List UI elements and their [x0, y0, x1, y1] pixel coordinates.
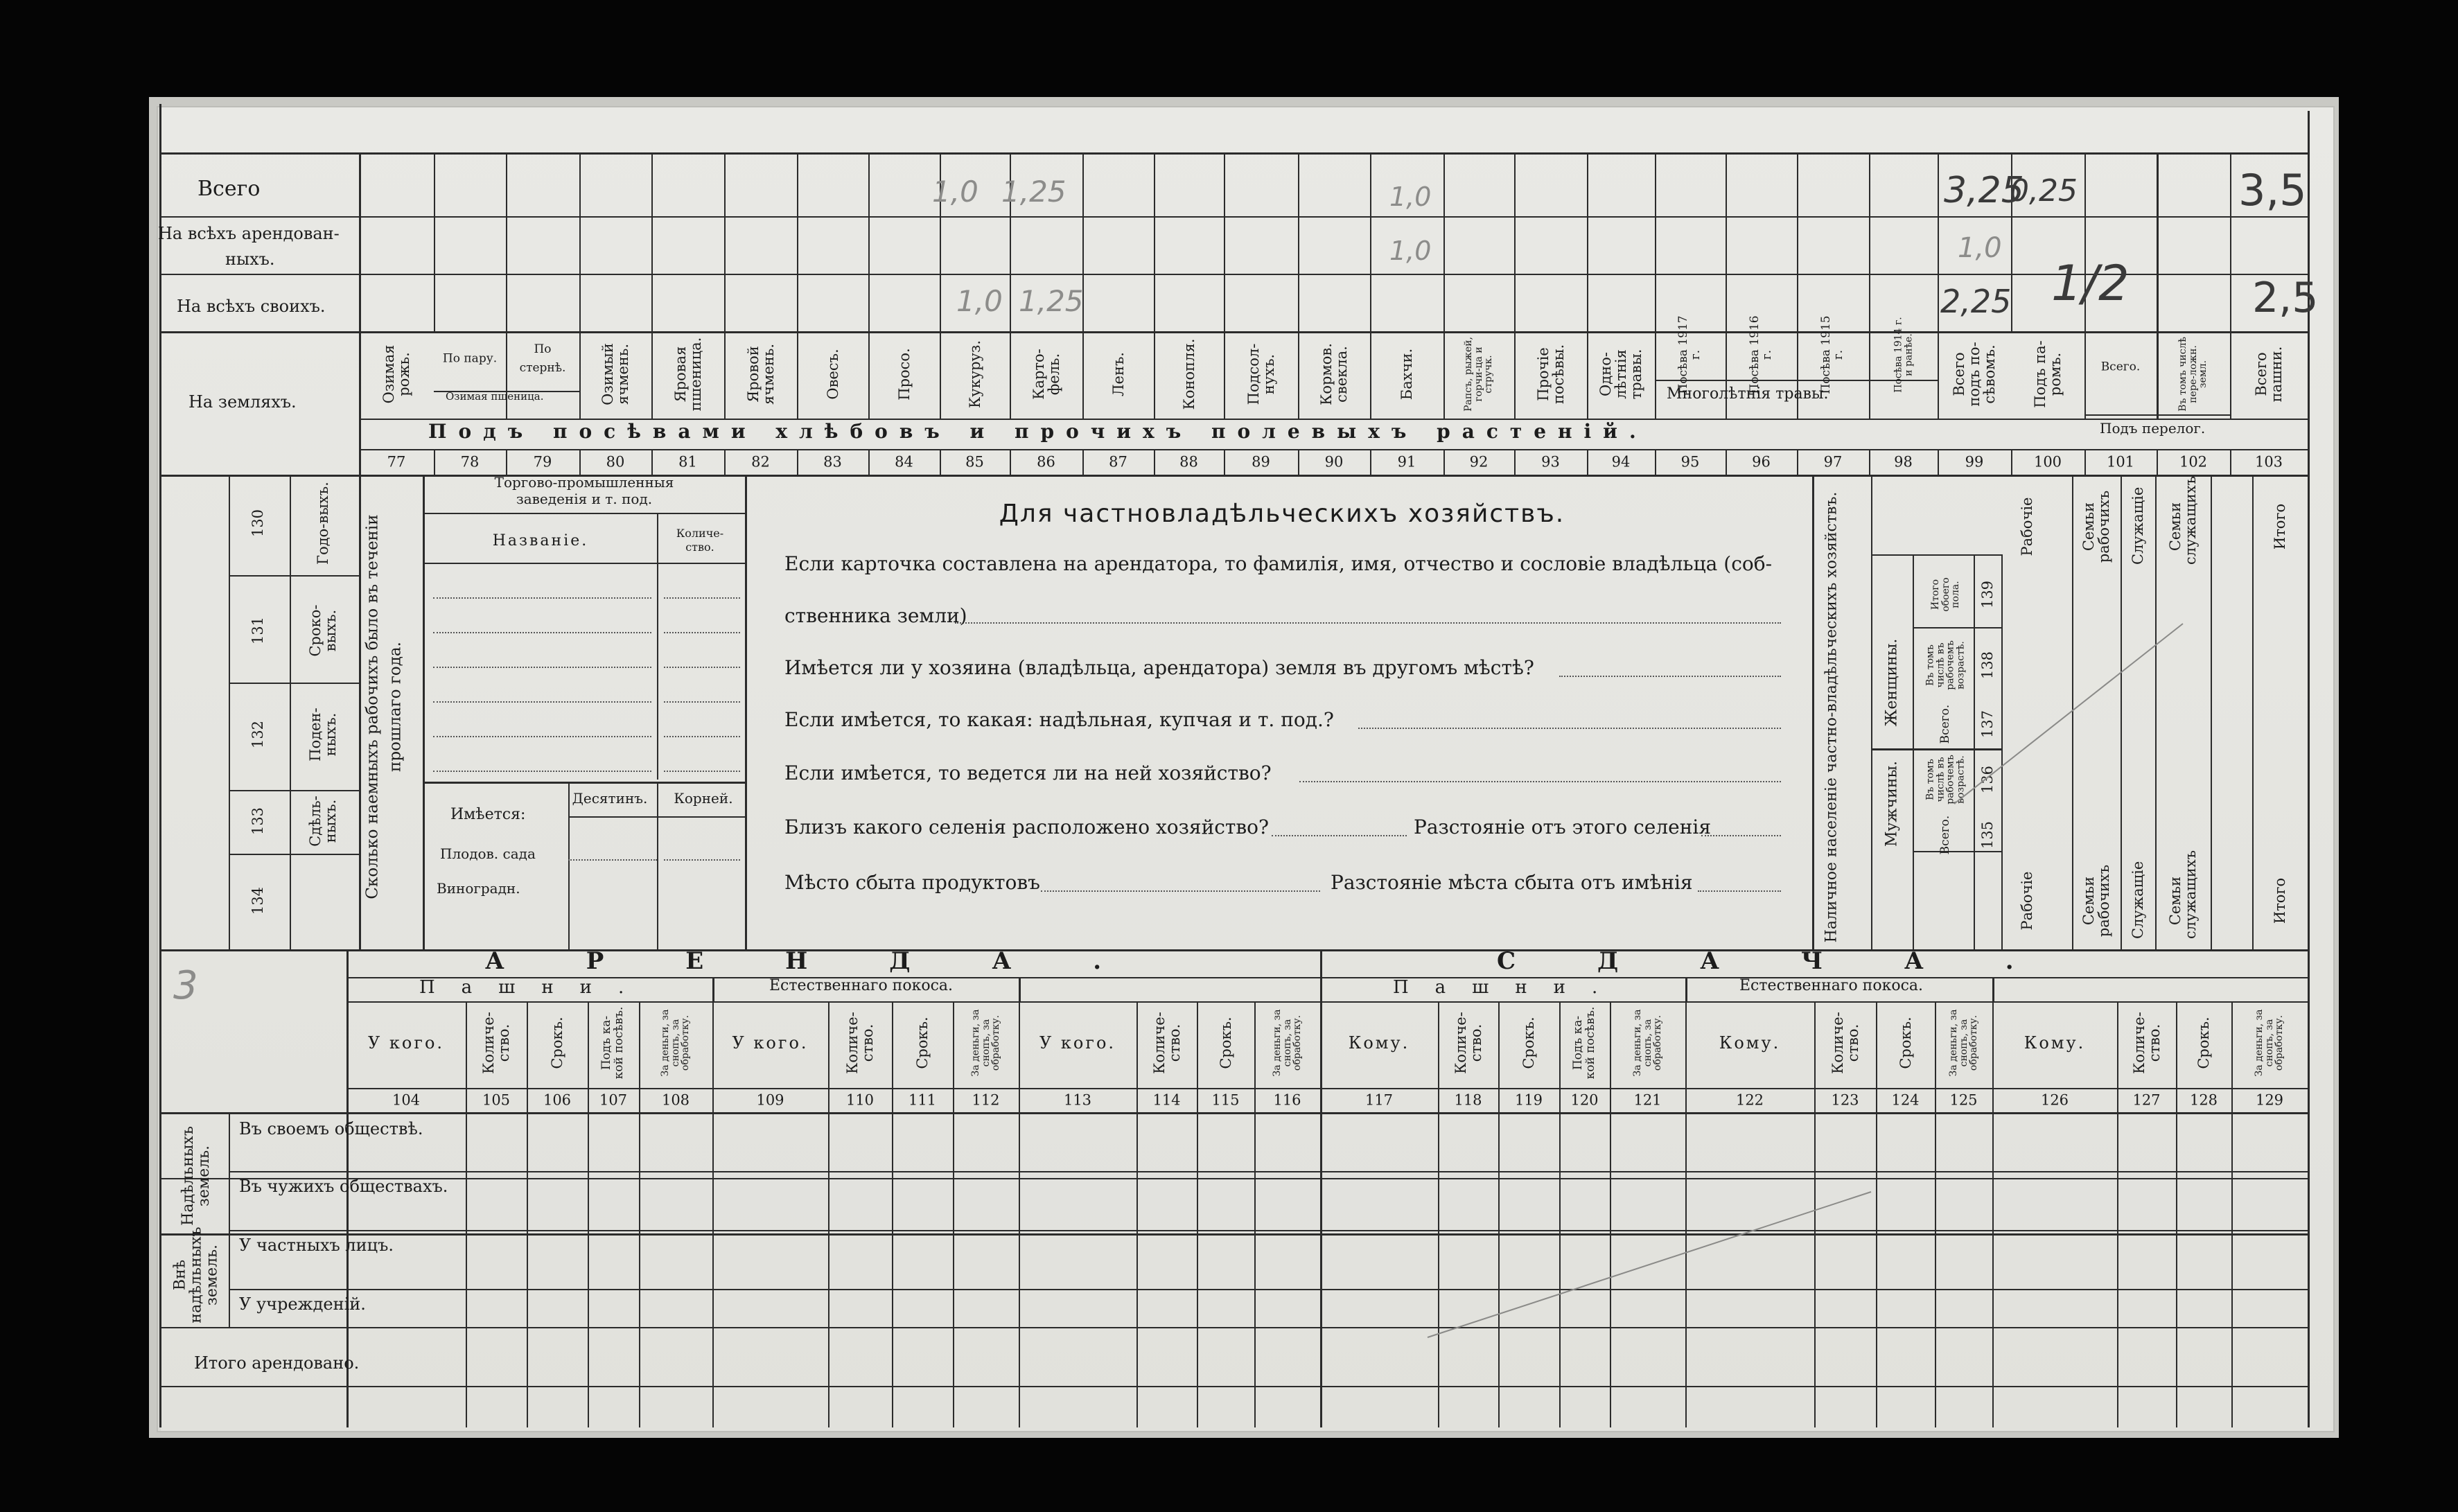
lease-num-119: 119	[1514, 1091, 1543, 1109]
lease-num-126: 126	[2040, 1091, 2069, 1109]
row-label-total: Всего	[197, 177, 261, 201]
population-women: Женщины.	[1883, 638, 1901, 727]
workers-label-132: Поден-ныхъ.	[306, 707, 339, 762]
lease-pay-125: За деньги, за снопъ, за обработку.	[1947, 1009, 1979, 1077]
population-men: Мужчины.	[1883, 760, 1901, 847]
col-label-81: Яровая пшеница.	[671, 337, 704, 412]
lease-num-129: 129	[2255, 1091, 2284, 1109]
pop-bottom-4: Итого	[2271, 877, 2288, 924]
lease-num-115: 115	[1211, 1091, 1240, 1109]
pop-bottom-2: Служащiе	[2129, 861, 2146, 939]
col-num-90: 90	[1324, 453, 1344, 471]
col-num-93: 93	[1541, 453, 1560, 471]
col-num-83: 83	[823, 453, 842, 471]
col-num-81: 81	[678, 453, 697, 471]
pop-top-4: Итого	[2271, 503, 2288, 550]
lease-who-113: У кого.	[1039, 1033, 1116, 1053]
col-label-99: Всего подъ по-сѣвомъ.	[1950, 342, 1999, 407]
private-title: Для частновладѣльческихъ хозяйствъ.	[999, 500, 1565, 528]
col-num-99: 99	[1965, 453, 1984, 471]
pop-num-135: 135	[1978, 820, 1996, 850]
hw-own-fallow: 1/2	[2051, 255, 2130, 312]
lease-qty-114: Количе-ство.	[1150, 1012, 1183, 1074]
pop-bottom-1: Семьи рабочихъ	[2080, 864, 2112, 938]
pop-top-0: Рабочiе	[2018, 497, 2035, 556]
pop-num-138: 138	[1978, 651, 1996, 680]
lease-term-128: Срокъ.	[2195, 1017, 2212, 1069]
col-num-87: 87	[1109, 453, 1127, 471]
pop-top-1: Семьи рабочихъ	[2080, 490, 2112, 563]
hw-own-sown: 2,25	[1940, 283, 2012, 320]
col-label-78: По пару.	[442, 351, 498, 366]
trade-title: Торгово-промышленныя заведенiя и т. под.	[494, 474, 674, 507]
lease-pokos-2: Естественнаго покоса.	[1739, 977, 1924, 994]
col-label-79: По стернѣ.	[519, 342, 566, 375]
col-num-100: 100	[2033, 453, 2062, 471]
col-num-85: 85	[965, 453, 984, 471]
lease-qty-123: Количе-ство.	[1829, 1012, 1861, 1074]
lease-qty-105: Количе-ство.	[480, 1012, 512, 1074]
group-ozimaya: Озимая пшеница.	[446, 390, 544, 403]
col-label-91: Бахчи.	[1398, 348, 1415, 401]
lease-num-123: 123	[1831, 1091, 1859, 1109]
col-num-94: 94	[1611, 453, 1631, 471]
pop-bottom-3: Семьи служащихъ	[2166, 850, 2199, 939]
col-num-77: 77	[387, 453, 406, 471]
lease-num-108: 108	[661, 1091, 690, 1109]
trade-korney: Корней.	[674, 790, 733, 807]
private-q6b: Разстоянiе мѣста сбыта отъ имѣнiя	[1331, 871, 1693, 894]
col-label-84: Просо.	[895, 348, 913, 401]
private-q5a: Близъ какого селенiя расположено хозяйство?	[784, 816, 1270, 838]
private-q1a: Если карточка составлена на арендатора, то фамилiя, имя, отчество и сословiе владѣльца (соб-	[784, 552, 1773, 575]
trade-name-col: Названiе.	[492, 532, 589, 550]
trade-vineyard: Виноградн.	[437, 880, 520, 897]
lease-term-106: Срокъ.	[548, 1017, 565, 1069]
group-mnogoletnie: Многолѣтнiя травы.	[1667, 385, 1829, 403]
pop-num-137: 137	[1978, 710, 1996, 739]
hw-rented-melons: 1,0	[1389, 236, 1432, 266]
pencil-diagonal-upper	[1954, 624, 2183, 804]
workers-num-133: 133	[249, 807, 266, 836]
lease-row-total: Итого арендовано.	[194, 1353, 360, 1373]
lease-num-114: 114	[1152, 1091, 1181, 1109]
row-label-own: На всѣхъ своихъ.	[177, 297, 326, 316]
hw-total-melons: 1,0	[1389, 182, 1432, 212]
lease-sdacha: СДАЧА.	[1497, 947, 2096, 975]
hw-total-millet: 1,0	[932, 175, 978, 209]
pop-men-total: Всего.	[1938, 815, 1953, 855]
lease-who-109: У кого.	[732, 1033, 809, 1053]
col-label-92: Рапсъ, рыжей, горчи-ца и стручк.	[1462, 337, 1495, 412]
private-q5b: Разстоянiе отъ этого селенiя	[1414, 816, 1711, 838]
hw-total-sown: 3,25	[1944, 170, 2024, 211]
col-num-103: 103	[2254, 453, 2283, 471]
col-num-102: 102	[2179, 453, 2208, 471]
col-num-80: 80	[606, 453, 625, 471]
col-num-86: 86	[1037, 453, 1055, 471]
lease-crop-120: Подъ ка-кой посѣвъ.	[1570, 1006, 1597, 1080]
pencil-diagonal-lower	[1428, 1192, 1871, 1337]
lease-num-113: 113	[1063, 1091, 1092, 1109]
workers-label-130: Годо-выхъ.	[314, 482, 331, 565]
lease-who-126: Кому.	[2024, 1033, 2086, 1053]
lease-row-nadel: Надѣльныхъ земель.	[179, 1126, 213, 1226]
lease-num-124: 124	[1891, 1091, 1920, 1109]
hw-total-corn: 1,25	[1001, 175, 1066, 209]
col-label-97: Посѣва 1915 г.	[1819, 315, 1845, 394]
col-label-95: Посѣва 1917 г.	[1676, 315, 1703, 394]
group-perelog: Подъ перелог.	[2100, 420, 2206, 437]
col-label-89: Подсол-нухъ.	[1245, 343, 1277, 405]
lease-pay-108: За деньги, за снопъ, за обработку.	[659, 1009, 692, 1077]
hw-own-corn: 1,25	[1019, 284, 1084, 318]
lease-term-111: Срокъ.	[913, 1017, 931, 1069]
lease-pay-112: За деньги, за снопъ, за обработку.	[969, 1009, 1001, 1077]
pop-num-139: 139	[1978, 580, 1996, 609]
lease-qty-110: Количе-ство.	[843, 1012, 876, 1074]
trade-has: Имѣется:	[450, 806, 526, 823]
lease-pashni-2: Пашни.	[1393, 977, 1624, 998]
col-label-100: Подъ па-ромъ.	[2031, 340, 2064, 408]
lease-num-125: 125	[1949, 1091, 1978, 1109]
pop-top-3: Семьи служащихъ	[2166, 475, 2199, 565]
trade-qty-col: Количе-ство.	[676, 527, 724, 554]
pop-bottom-0: Рабочiе	[2018, 871, 2035, 931]
private-q1b: ственника земли)	[784, 604, 967, 627]
lease-term-115: Срокъ.	[1217, 1017, 1234, 1069]
col-num-84: 84	[895, 453, 913, 471]
lease-qty-127: Количе-ство.	[2130, 1012, 2163, 1074]
col-label-85: Кукуруз.	[966, 340, 983, 409]
lease-row-inst: У учрежденiй.	[239, 1294, 366, 1314]
col-label-101: Всего.	[2100, 360, 2141, 374]
banner-sown: Подъ посѣвами хлѣбовъ и прочихъ полевыхъ растенiй.	[428, 420, 1648, 443]
lease-term-124: Срокъ.	[1897, 1017, 1914, 1069]
pop-women-working: Въ томъ числѣ въ рабочемъ возрастѣ.	[1924, 640, 1967, 690]
col-num-91: 91	[1397, 453, 1416, 471]
lease-num-122: 122	[1735, 1091, 1764, 1109]
lease-row-own-comm: Въ своемъ обществѣ.	[239, 1119, 423, 1139]
row-label-rented-2: ныхъ.	[225, 249, 275, 269]
workers-label-133: Сдѣль-ныхъ.	[306, 795, 339, 847]
lease-row-private: У частныхъ лицъ.	[239, 1236, 394, 1255]
lease-num-120: 120	[1570, 1091, 1599, 1109]
workers-num-130: 130	[249, 509, 266, 538]
trade-desyatin: Десятинъ.	[572, 790, 648, 807]
lease-pay-116: За деньги, за снопъ, за обработку.	[1271, 1009, 1303, 1077]
hw-rented-sown: 1,0	[1958, 232, 2002, 264]
col-num-88: 88	[1179, 453, 1198, 471]
col-label-93: Прочiе посѣвы.	[1534, 344, 1567, 405]
col-label-83: Овесъ.	[824, 349, 841, 400]
col-label-87: Ленъ.	[1109, 352, 1127, 396]
hw-total-arable: 3,5	[2238, 165, 2307, 216]
workers-num-131: 131	[249, 616, 266, 645]
lease-pay-121: За деньги, за снопъ, за обработку.	[1631, 1009, 1663, 1077]
private-q2: Имѣется ли у хозяина (владѣльца, арендатора) земля въ другомъ мѣстѣ?	[784, 656, 1534, 679]
hw-total-sown-frac: 0,25	[2010, 173, 2078, 209]
workers-question: Сколько наемныхъ рабочихъ было въ теченiи прошлаго года.	[363, 514, 405, 899]
lease-num-116: 116	[1273, 1091, 1301, 1109]
col-label-98: Посѣва 1914 г. и ранѣе.	[1892, 317, 1914, 393]
lease-who-104: У кого.	[367, 1033, 445, 1053]
pop-total-both: Итого обоего пола.	[1929, 577, 1962, 612]
hw-own-millet: 1,0	[956, 284, 1003, 318]
lease-pashni-1: Пашни.	[419, 977, 651, 998]
lease-num-109: 109	[756, 1091, 784, 1109]
pop-num-136: 136	[1978, 765, 1996, 794]
row-label-lands: На земляхъ.	[188, 392, 297, 412]
col-label-80: Озимый ячмень.	[599, 343, 631, 405]
lease-num-121: 121	[1633, 1091, 1662, 1109]
col-label-90: Кормов. свекла.	[1317, 343, 1350, 405]
col-num-97: 97	[1823, 453, 1843, 471]
private-q3: Если имѣется, то какая: надѣльная, купчая и т. под.?	[784, 708, 1334, 731]
population-title: Наличное населенiе частно-владѣльческихъ хозяйствъ.	[1823, 491, 1841, 943]
lease-pokos-1: Естественнаго покоса.	[769, 977, 954, 994]
hw-own-arable: 2,5	[2252, 274, 2319, 322]
workers-num-132: 132	[249, 720, 266, 749]
pop-men-working: Въ томъ числѣ въ рабочемъ возрастѣ.	[1924, 755, 1967, 805]
lease-pay-129: За деньги, за снопъ, за обработку.	[2253, 1009, 2285, 1077]
private-q6a: Мѣсто сбыта продуктовъ	[784, 871, 1040, 894]
col-label-88: Конопля.	[1180, 338, 1197, 410]
pop-top-2: Служащiе	[2129, 486, 2146, 565]
row-label-rented-1: На всѣхъ арендован-	[158, 224, 340, 243]
lease-row-non-nadel: Внѣ надѣльныхъ земель.	[171, 1227, 221, 1324]
col-label-102: Въ томъ числѣ пере-ложн. земл.	[2177, 337, 2209, 412]
col-num-82: 82	[751, 453, 770, 471]
lease-crop-107: Подъ ка-кой посѣвъ.	[599, 1006, 626, 1080]
col-label-96: Посѣва 1916 г.	[1747, 315, 1774, 394]
lease-num-111: 111	[908, 1091, 937, 1109]
col-num-95: 95	[1680, 453, 1700, 471]
col-num-96: 96	[1752, 453, 1771, 471]
lease-num-107: 107	[599, 1091, 628, 1109]
col-num-98: 98	[1894, 453, 1913, 471]
lease-num-117: 117	[1364, 1091, 1394, 1109]
lease-num-105: 105	[482, 1091, 511, 1109]
lease-term-119: Срокъ.	[1520, 1017, 1537, 1069]
lease-who-122: Кому.	[1719, 1033, 1781, 1053]
lease-num-112: 112	[972, 1091, 1000, 1109]
lease-row-other-comm: Въ чужихъ обществахъ.	[239, 1177, 448, 1196]
pop-women-total: Всего.	[1938, 704, 1953, 744]
lease-num-106: 106	[543, 1091, 572, 1109]
lease-num-118: 118	[1454, 1091, 1482, 1109]
col-label-77: Озимая рожь.	[380, 344, 412, 404]
col-label-86: Карто-фель.	[1030, 349, 1062, 400]
workers-label-131: Сроко-выхъ.	[306, 604, 339, 657]
lease-num-127: 127	[2132, 1091, 2161, 1109]
trade-orchard: Плодов. сада	[440, 845, 536, 862]
lease-num-104: 104	[392, 1091, 421, 1109]
lease-num-110: 110	[845, 1091, 875, 1109]
col-num-89: 89	[1252, 453, 1270, 471]
col-label-103: Всего пашни.	[2252, 346, 2285, 403]
workers-num-134: 134	[249, 886, 266, 915]
col-num-101: 101	[2106, 453, 2135, 471]
lease-num-128: 128	[2189, 1091, 2218, 1109]
lease-qty-118: Количе-ство.	[1452, 1012, 1484, 1074]
col-num-79: 79	[533, 453, 552, 471]
col-label-94: Одно-лѣтнiя травы.	[1597, 349, 1645, 400]
col-label-82: Яровой ячмень.	[744, 344, 777, 405]
col-num-78: 78	[460, 453, 480, 471]
hw-lease-mark: 3	[173, 963, 198, 1008]
col-num-92: 92	[1469, 453, 1489, 471]
lease-who-117: Кому.	[1348, 1033, 1410, 1053]
private-q4: Если имѣется, то ведется ли на ней хозяйство?	[784, 762, 1272, 784]
lease-arenda: АРЕНДА.	[485, 947, 1184, 975]
